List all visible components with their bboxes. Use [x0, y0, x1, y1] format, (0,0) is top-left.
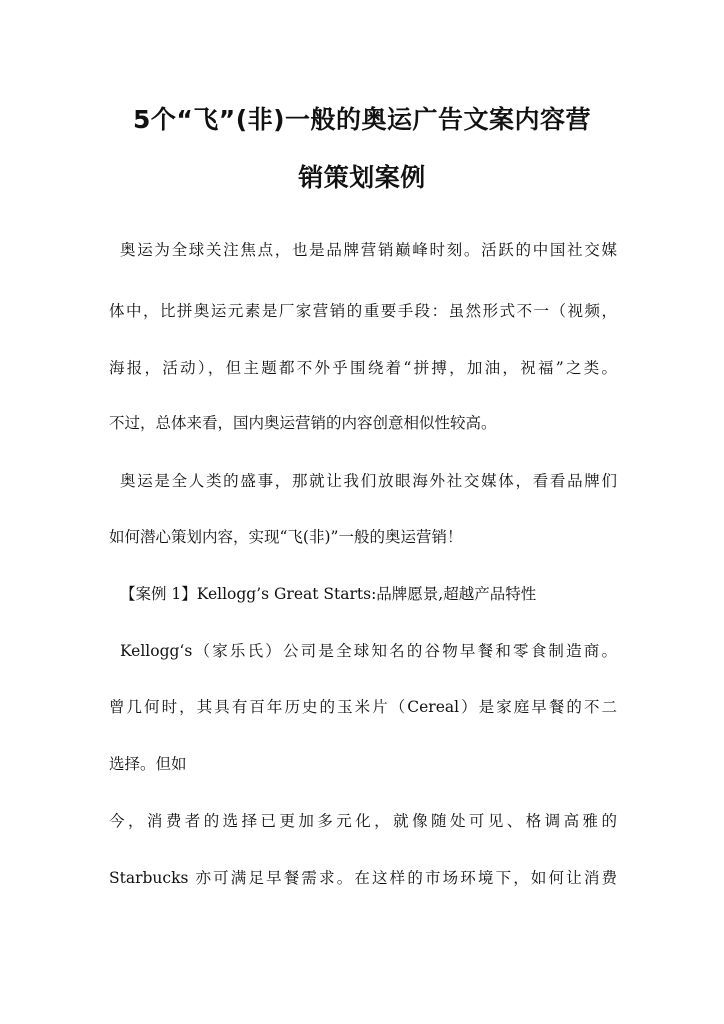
- body-line-3: 海报，活动），但主题都不外乎围绕着“拼搏，加油，祝福”之类。: [109, 359, 617, 377]
- body-line-11: 今，消费者的选择已更加多元化，就像随处可见、格调高雅的: [109, 812, 617, 830]
- body-line-4: 不过，总体来看，国内奥运营销的内容创意相似性较高。: [109, 414, 497, 432]
- body-line-12: Starbucks 亦可满足早餐需求。在这样的市场环境下，如何让消费: [109, 869, 617, 887]
- document-title-line-2: 销策划案例: [298, 163, 426, 192]
- body-line-10: 选择。但如: [109, 755, 187, 773]
- body-line-8: Kellogg‘s（家乐氏）公司是全球知名的谷物早餐和零食制造商。: [120, 642, 617, 660]
- body-line-7: 【案例 1】Kellogg’s Great Starts:品牌愿景,超越产品特性: [120, 585, 537, 603]
- body-line-5: 奥运是全人类的盛事，那就让我们放眼海外社交媒体，看看品牌们: [120, 472, 617, 490]
- body-line-1: 奥运为全球关注焦点，也是品牌营销巅峰时刻。活跃的中国社交媒: [120, 241, 617, 259]
- body-line-2: 体中，比拼奥运元素是厂家营销的重要手段：虽然形式不一（视频，: [109, 302, 617, 320]
- body-line-6: 如何潜心策划内容，实现“飞(非)”一般的奥运营销！: [109, 528, 463, 546]
- document-title-line-1: 5个“飞”(非)一般的奥运广告文案内容营: [132, 105, 592, 134]
- body-line-9: 曾几何时，其具有百年历史的玉米片（Cereal）是家庭早餐的不二: [109, 698, 617, 716]
